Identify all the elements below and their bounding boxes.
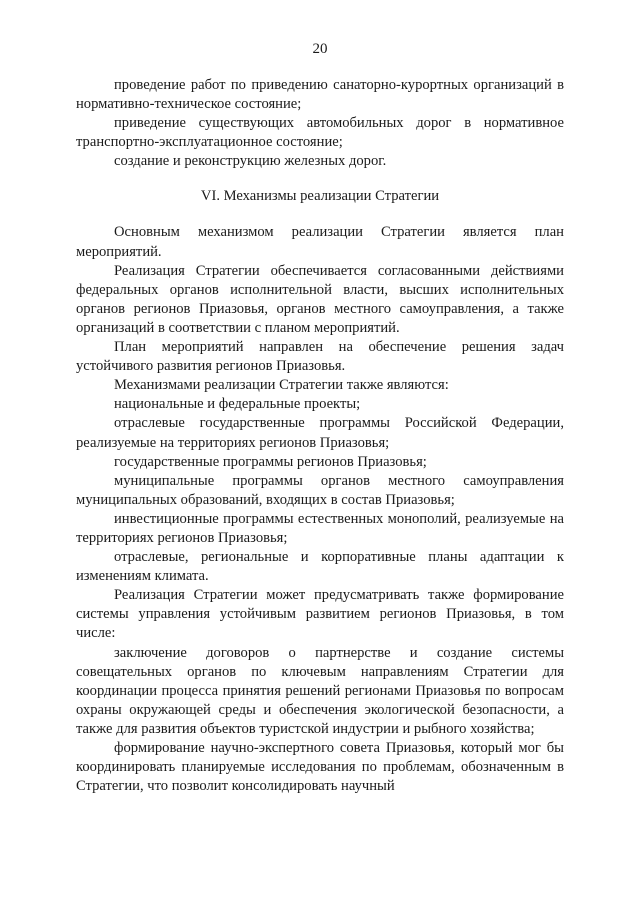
list-item: инвестиционные программы естественных монополий, реализуемые на территориях регионов Приазовья; xyxy=(76,510,564,546)
paragraph: Основным механизмом реализации Стратегии является план мероприятий. xyxy=(76,224,564,260)
paragraph: Реализация Стратегии обеспечивается согласованными действиями федеральных органов исполнительной власти, высших исполнительных органов регионов Приазовья, органов местного самоуправления, а также организаций в соответствии с планом мероприятий. xyxy=(76,262,564,336)
paragraph: План мероприятий направлен на обеспечение решения задач устойчивого развития регионов Приазовья. xyxy=(76,339,564,375)
paragraph: Механизмами реализации Стратегии также являются: xyxy=(114,377,449,394)
paragraph: проведение работ по приведению санаторно-курортных организаций в нормативно-техническое состояние; xyxy=(76,77,564,113)
list-item: муниципальные программы органов местного самоуправления муниципальных образований, входящих в состав Приазовья; xyxy=(76,472,564,508)
list-item: государственные программы регионов Приазовья; xyxy=(114,453,427,470)
list-item: формирование научно-экспертного совета Приазовья, который мог бы координировать планируемые исследования по проблемам, обозначенным в Стратегии, что позволит консолидировать научный xyxy=(76,740,564,795)
list-item: отраслевые государственные программы Российской Федерации, реализуемые на территориях регионов Приазовья; xyxy=(76,415,564,451)
document-body xyxy=(76,76,564,796)
document-page xyxy=(76,0,564,905)
paragraph: Реализация Стратегии может предусматривать также формирование системы управления устойчивым развитием регионов Приазовья, в том числе: xyxy=(76,587,564,642)
paragraph: приведение существующих автомобильных дорог в нормативное транспортно-эксплуатационное состояние; xyxy=(76,115,564,151)
list-item: заключение договоров о партнерстве и создание системы совещательных органов по ключевым направлениям Стратегии для координации процесса принятия решений регионами Приазовья по вопросам охраны окружающей среды и обеспечения экологической безопасности, а также для развития объектов туристской индустрии и рыбного хозяйства; xyxy=(76,644,564,737)
paragraph: создание и реконструкцию железных дорог. xyxy=(114,153,387,170)
section-heading: VI. Механизмы реализации Стратегии xyxy=(200,188,440,205)
page-number: 20 xyxy=(312,41,328,57)
list-item: национальные и федеральные проекты; xyxy=(114,396,361,413)
list-item: отраслевые, региональные и корпоративные планы адаптации к изменениям климата. xyxy=(76,549,564,585)
